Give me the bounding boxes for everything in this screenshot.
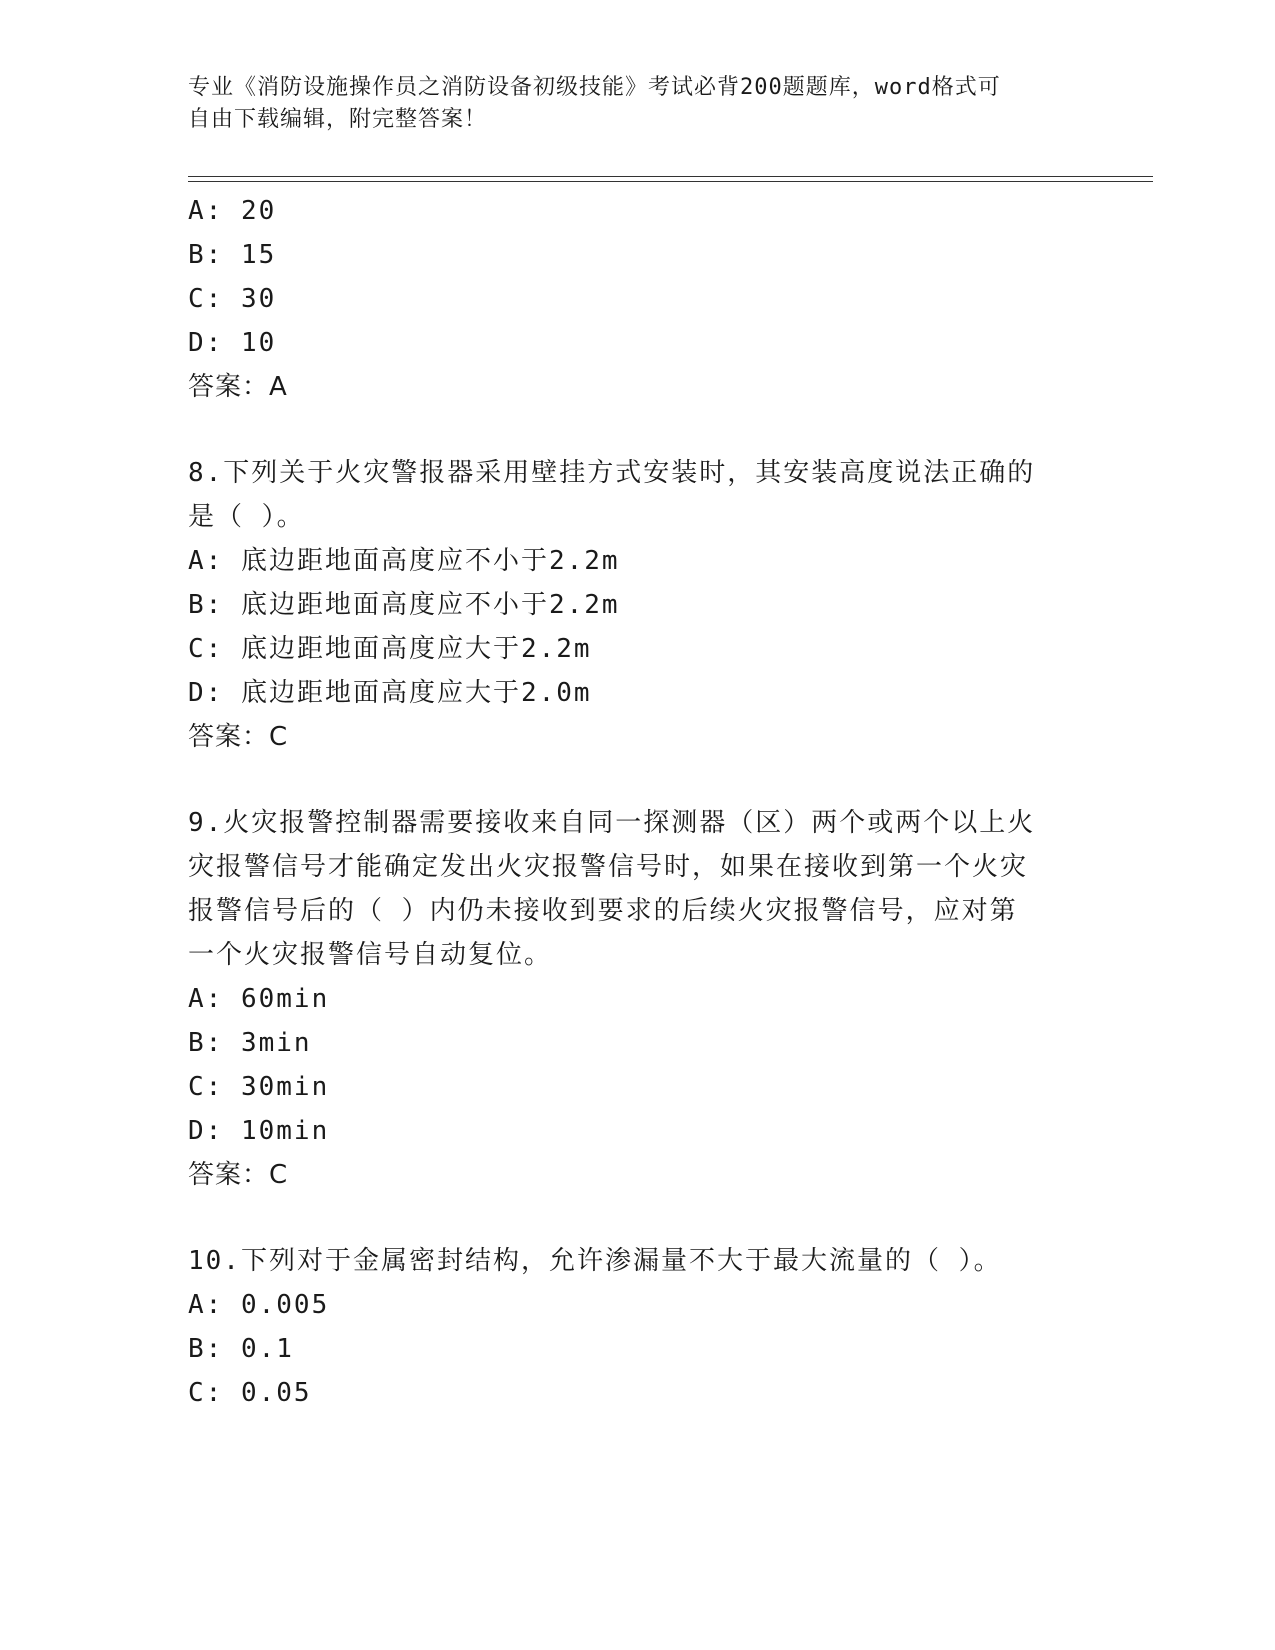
- q8-stem-line-2: 是（ ）。: [188, 502, 305, 532]
- q10-stem-line-1: 10.下列对于金属密封结构，允许渗漏量不大于最大流量的（ ）。: [188, 1246, 1002, 1276]
- q7-option-d: D: 10: [188, 328, 277, 358]
- q7-answer: 答案：A: [188, 372, 288, 402]
- q9-answer: 答案：C: [188, 1160, 289, 1190]
- header-divider-top: [188, 176, 1153, 177]
- q8-option-c: C: 底边距地面高度应大于2.2m: [188, 634, 592, 664]
- q9-option-d: D: 10min: [188, 1116, 330, 1146]
- q7-option-c: C: 30: [188, 284, 277, 314]
- q10-option-b: B: 0.1: [188, 1334, 294, 1364]
- q9-option-a: A: 60min: [188, 984, 330, 1014]
- q10-option-c: C: 0.05: [188, 1378, 312, 1408]
- header-line-2: 自由下载编辑，附完整答案！: [188, 107, 488, 132]
- q8-option-a: A: 底边距地面高度应不小于2.2m: [188, 546, 620, 576]
- q9-option-b: B: 3min: [188, 1028, 312, 1058]
- q8-answer: 答案：C: [188, 722, 289, 752]
- q7-option-a: A: 20: [188, 196, 277, 226]
- header-line-1: 专业《消防设施操作员之消防设备初级技能》考试必背200题题库，word格式可: [188, 75, 1001, 100]
- q9-option-c: C: 30min: [188, 1072, 330, 1102]
- q8-stem-line-1: 8.下列关于火灾警报器采用壁挂方式安装时，其安装高度说法正确的: [188, 458, 1036, 488]
- q7-option-b: B: 15: [188, 240, 277, 270]
- header-divider-bottom: [188, 181, 1153, 182]
- q9-stem-line-2: 灾报警信号才能确定发出火灾报警信号时，如果在接收到第一个火灾: [188, 852, 1029, 882]
- q10-option-a: A: 0.005: [188, 1290, 330, 1320]
- q9-stem-line-1: 9.火灾报警控制器需要接收来自同一探测器（区）两个或两个以上火: [188, 808, 1036, 838]
- q8-option-d: D: 底边距地面高度应大于2.0m: [188, 678, 592, 708]
- document-header: [188, 72, 1068, 136]
- q8-option-b: B: 底边距地面高度应不小于2.2m: [188, 590, 620, 620]
- q9-stem-line-4: 一个火灾报警信号自动复位。: [188, 940, 553, 970]
- q9-stem-line-3: 报警信号后的（ ）内仍未接收到要求的后续火灾报警信号，应对第: [188, 896, 1018, 926]
